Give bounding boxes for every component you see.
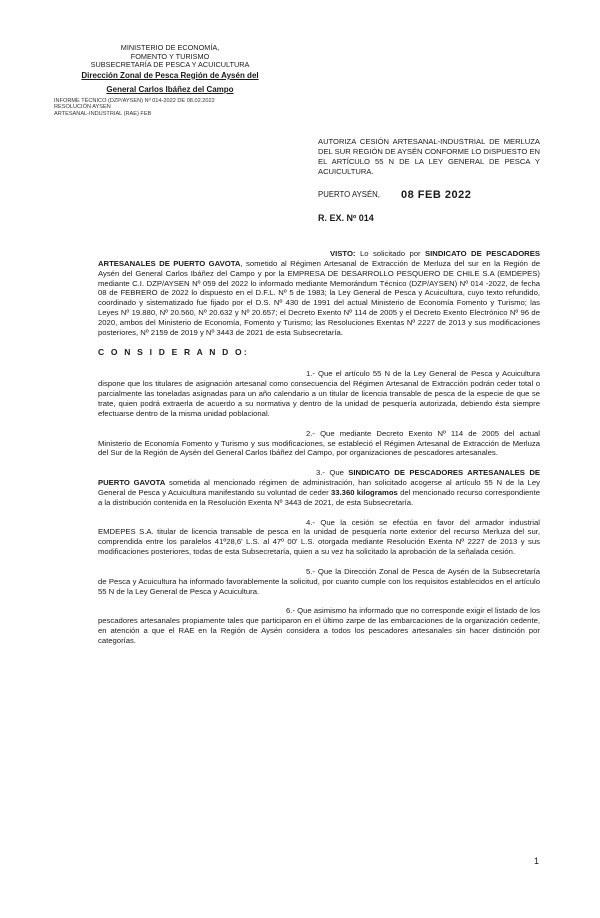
considerando-3 bbox=[98, 468, 540, 507]
considerando-2: 2.- Que mediante Decreto Exento Nº 114 de 2005 del actual Ministerio de Economía Fomento y Turismo y sus modificaciones, se estableció el Régimen Artesanal de Extracción de Merluza del Sur de la Región de Aysén del General Carlos Ibáñez del Campo, por organizaciones de pescadores artesanales. bbox=[98, 428, 540, 458]
visto-paragraph bbox=[98, 249, 540, 338]
visto-label: VISTO: bbox=[330, 249, 356, 258]
c3-text: sometida al mencionado régimen de administración, han solicitado acogerse al artículo 55 N de la Ley General de Pesca y Acuicultura manifestando su voluntad de ceder bbox=[98, 478, 540, 497]
resolution-body bbox=[98, 249, 540, 656]
header-reference: RESOLUCIÓN AYSEN bbox=[54, 104, 111, 111]
header-line: MINISTERIO DE ECONOMÍA, bbox=[120, 43, 220, 52]
resolution-number: R. EX. Nº 014 bbox=[318, 213, 374, 223]
header-line: FOMENTO Y TURISMO bbox=[130, 51, 210, 61]
header-reference: INFORME TÉCNICO (DZP/AYSEN) Nº 014-2022 DE 08.02.2022 bbox=[54, 97, 215, 104]
header-direction: Dirección Zonal de Pesca Región de Aysén del bbox=[81, 70, 259, 80]
considerando-1: 1.- Que el artículo 55 N de la Ley General de Pesca y Acuicultura dispone que los titulares de asignación artesanal como consecuencia del Régimen Artesanal de Extracción podrán ceder total o parcialmente las toneladas asignadas para un año calendario a un titular de licencia transable de pesca de la especie de que se trate, quien podrá extraerla de acuerdo a su normativa y dentro de la unidad de pesquería autorizada, debiendo ésta siempre efectuarse dentro de la misma unidad poblacional. bbox=[98, 369, 540, 418]
resolution-subject: AUTORIZA CESIÓN ARTESANAL-INDUSTRIAL DE MERLUZA DEL SUR REGIÓN DE AYSÉN CONFORME LO DISPUESTO EN EL ARTÍCULO 55 N DE LA LEY GENERAL DE PESCA Y ACUICULTURA. bbox=[318, 137, 540, 176]
page-number: 1 bbox=[534, 856, 540, 866]
considerando-heading: C O N S I D E R A N D O: bbox=[98, 346, 249, 357]
considerando-4: 4.- Que la cesión se efectúa en favor del armador industrial EMDEPES S.A. titular de licencia transable de pesca en la unidad de pesquería norte exterior del recurso Merluza del sur, comprendida entre los paralelos 41º28,6' L.S. al 47º 00' L.S. otorgada mediante Resolución Exenta Nº 2227 de 2013 y sus modificaciones posteriores, todas de esta Subsecretaría, quien a su vez ha solicitado la aprobación de la señalada cesión. bbox=[98, 517, 540, 557]
c3-org: SINDICATO DE PESCADORES ARTESANALES DE PUERTO GAVOTA bbox=[98, 468, 540, 488]
visto-text: , sometido al Régimen Artesanal de Extracción de Merluza del sur en la Región de Aysén del General Carlos Ibáñez del Campo y por la EMPRESA DE DESARROLLO PESQUERO DE CHILE S.A (EMDEPES) mediante C.I. DZP/AYSEN Nº 059 del 2022 lo informado mediante Memorándum Técnico (DZP/AYSEN) Nº 014 -2022, de fecha 08 de FEBRERO de 2022 lo dispuesto en el D.F.L. Nº 5 de 1983; la Ley General de Pesca y Acuicultura, cuyo texto refundido, coordinado y sistematizado fue fijado por el D.S. Nº 430 de 1991 del actual Ministerio de Economía Fomento y Turismo; las Leyes Nº 19.880, Nº 20.560, Nº 20.632 y Nº 20.657; el Decreto Exento Nº 114 de 2005 y el Decreto Exento Electrónico Nº 96 de 2020, ambos del Ministerio de Economía, Fomento y Turismo; las Resoluciones Exentas Nº 2227 de 2013 y sus modificaciones posteriores, Nº 2159 de 2019 y Nº 3443 de 2021 de esta Subsecretaría. bbox=[98, 258, 540, 337]
place-label: PUERTO AYSÉN, bbox=[318, 190, 380, 199]
header-region: General Carlos Ibáñez del Campo bbox=[106, 84, 234, 94]
considerando-5: 5.- Que la Dirección Zonal de Pesca de Aysén de la Subsecretaría de Pesca y Acuicultura ha informado favorablemente la solicitud, por cuanto cumple con los requisitos establecidos en el artículo 55 N de la Ley General de Pesca y Acuicultura. bbox=[98, 566, 540, 596]
visto-text: Lo solicitado por bbox=[355, 249, 426, 258]
c3-text: 3.- Que bbox=[316, 468, 349, 478]
c3-text: del mencionado recurso correspondiente a la distribución contenida en la Resolución Exenta Nº 3443 de 2021, de esta Subsecretaría. bbox=[98, 487, 540, 507]
header-line: SUBSECRETARÍA DE PESCA Y ACUICULTURA bbox=[90, 60, 250, 70]
visto-org: SINDICATO DE PESCADORES ARTESANALES DE PUERTO GAVOTA bbox=[98, 249, 540, 268]
ministry-header bbox=[40, 44, 300, 118]
considerando-6: 6.- Que asimismo ha informado que no corresponde exigir el listado de los pescadores artesanales propiamente tales que participaron en el último zarpe de las embarcaciones de la organización cedente, en atención a que el RAE en la Región de Aysén considera a todos los pescadores artesanales sin hacer distinción por categorías. bbox=[98, 606, 540, 645]
c3-quantity: 33.360 kilogramos bbox=[330, 487, 398, 497]
header-reference: ARTESANAL-INDUSTRIAL (RAE) FEB bbox=[54, 110, 152, 117]
date-stamp: 08 FEB 2022 bbox=[401, 189, 472, 201]
